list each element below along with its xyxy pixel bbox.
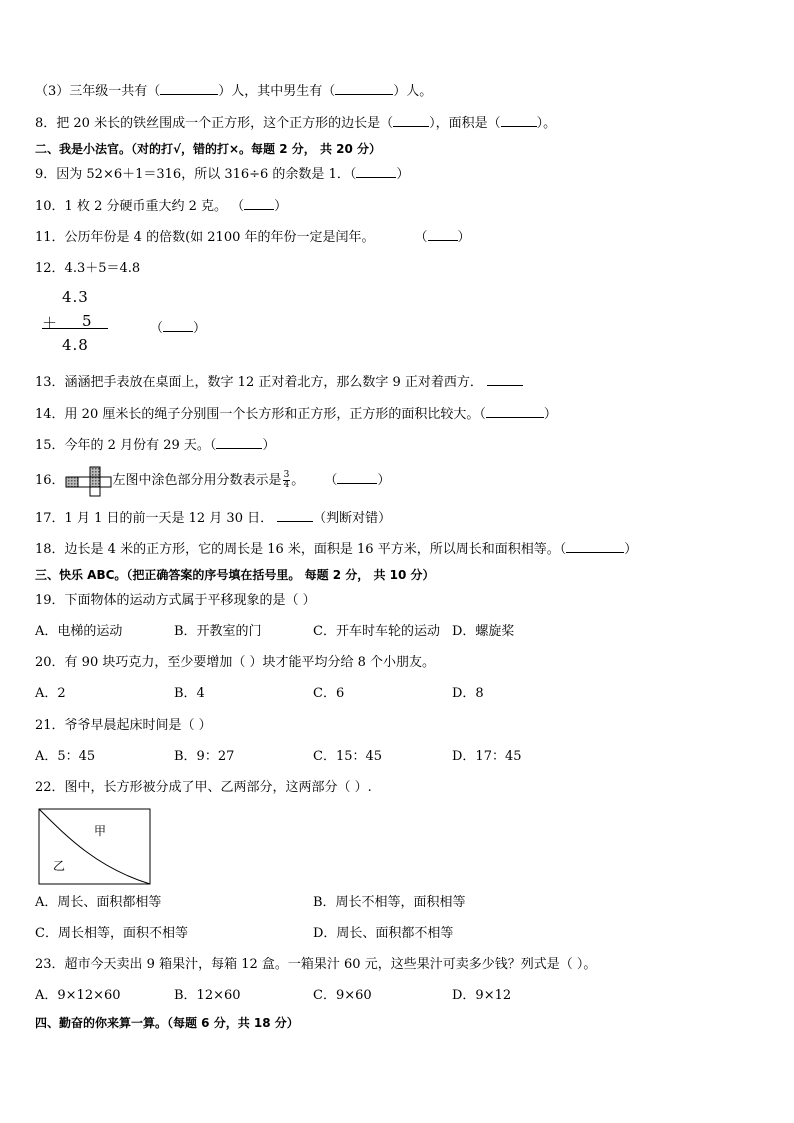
q23-option-a[interactable]: A．9×12×60 — [35, 988, 121, 1003]
rectangle-divided-figure — [38, 808, 152, 886]
q8-side-blank[interactable] — [393, 114, 429, 127]
q21-option-c[interactable]: C．15：45 — [313, 749, 383, 764]
question-8: 8．把 20 米长的铁丝围成一个正方形，这个正方形的边长是（ ），面积是（ ）。 — [35, 116, 557, 131]
q9-answer-blank[interactable] — [356, 165, 396, 178]
q11-answer-blank[interactable] — [428, 228, 458, 241]
q16-answer-blank[interactable] — [337, 471, 377, 484]
q10-answer-blank[interactable] — [244, 197, 274, 210]
vertical-addition — [42, 288, 112, 358]
question-16: 16． 左图中涂色部分用分数表示是 $\frac{3}{4}$ 。 （ ） — [35, 470, 391, 490]
question-13: 13．涵涵把手表放在桌面上，数字 12 正对着北方，那么数字 9 正对着西方． — [35, 373, 523, 392]
question-19: 19．下面物体的运动方式属于平移现象的是（ ） — [35, 593, 316, 608]
question-22: 22．图中，长方形被分成了甲、乙两部分，这两部分（ ）. — [35, 780, 372, 795]
q17-answer-blank[interactable] — [277, 509, 313, 522]
plus-sign: ＋ — [42, 314, 59, 332]
q19-option-b[interactable]: B．开教室的门 — [174, 624, 262, 639]
q20-option-a[interactable]: A．2 — [35, 686, 66, 701]
question-23: 23．超市今天卖出 9 箱果汁，每箱 12 盒。一箱果汁 60 元，这些果汁可卖多少钱？列式是（ ）。 — [35, 957, 597, 972]
q19-option-a[interactable]: A．电梯的运动 — [35, 624, 123, 639]
q3-boys-blank[interactable] — [335, 82, 393, 95]
q14-answer-blank[interactable] — [486, 405, 544, 418]
question-9: 9．因为 52×6＋1＝316，所以 316÷6 的余数是 1．（ ） — [35, 167, 410, 182]
addend-top: 4.3 — [62, 288, 89, 306]
q3-sub-line: （3）三年级一共有（ ）人，其中男生有（ ）人。 — [35, 84, 433, 99]
question-15: 15．今年的 2 月份有 29 天。（ ） — [35, 438, 276, 453]
fraction-three-quarters: $\frac{3}{4}$ — [283, 470, 290, 490]
q19-option-d[interactable]: D．螺旋桨 — [452, 624, 515, 639]
q18-answer-blank[interactable] — [566, 540, 624, 553]
q12-paren: （ ） — [150, 321, 207, 336]
addend-bottom: 5 — [82, 312, 93, 330]
label-yi: 乙 — [53, 859, 66, 873]
question-12: 12．4.3＋5＝4.8 — [35, 261, 141, 276]
q23-option-b[interactable]: B．12×60 — [174, 988, 241, 1003]
q21-option-a[interactable]: A．5：45 — [35, 749, 96, 764]
q23-option-c[interactable]: C．9×60 — [313, 988, 372, 1003]
q20-option-b[interactable]: B．4 — [174, 686, 205, 701]
q23-option-d[interactable]: D．9×12 — [452, 988, 512, 1003]
question-10: 10．1 枚 2 分硬币重大约 2 克。 （ ） — [35, 199, 288, 214]
q21-option-d[interactable]: D．17：45 — [452, 749, 522, 764]
q22-option-b[interactable]: B．周长不相等，面积相等 — [313, 895, 466, 910]
q12-answer-blank[interactable] — [163, 319, 193, 332]
q21-option-b[interactable]: B．9：27 — [174, 749, 235, 764]
q22-option-a[interactable]: A．周长、面积都相等 — [35, 895, 162, 910]
q8-area-blank[interactable] — [501, 114, 537, 127]
section-2-heading: 二、我是小法官。（对的打√，错的打×。每题 2 分， 共 20 分） — [35, 142, 381, 156]
question-11: 11．公历年份是 4 的倍数(如 2100 年的年份一定是闰年。 （ ） — [35, 230, 471, 245]
q20-option-d[interactable]: D．8 — [452, 686, 484, 701]
question-20: 20．有 90 块巧克力，至少要增加（ ）块才能平均分给 8 个小朋友。 — [35, 655, 436, 670]
q22-option-c[interactable]: C．周长相等，面积不相等 — [35, 926, 188, 941]
q13-answer-blank[interactable] — [487, 373, 523, 386]
sum-line — [42, 328, 108, 329]
section-3-heading: 三、快乐 ABC。（把正确答案的序号填在括号里。 每题 2 分， 共 10 分） — [35, 568, 435, 582]
section-4-heading: 四、勤奋的你来算一算。（每题 6 分，共 18 分） — [35, 1016, 299, 1030]
question-17: 17．1 月 1 日的前一天是 12 月 30 日． （判断对错） — [35, 511, 392, 526]
sum-result: 4.8 — [62, 336, 89, 354]
question-14: 14．用 20 厘米长的绳子分别围一个长方形和正方形，正方形的面积比较大。（ ） — [35, 407, 557, 422]
label-jia: 甲 — [94, 824, 107, 838]
q20-option-c[interactable]: C．6 — [313, 686, 345, 701]
q15-answer-blank[interactable] — [216, 436, 262, 449]
shaded-squares-figure — [65, 465, 113, 497]
question-21: 21．爷爷早晨起床时间是（ ） — [35, 718, 212, 733]
question-18: 18．边长是 4 米的正方形，它的周长是 16 米，面积是 16 平方米，所以周长和面积相等。（ ） — [35, 542, 638, 557]
q19-option-c[interactable]: C．开车时车轮的运动 — [313, 624, 440, 639]
q3-total-blank[interactable] — [160, 82, 218, 95]
q22-option-d[interactable]: D．周长、面积都不相等 — [313, 926, 454, 941]
